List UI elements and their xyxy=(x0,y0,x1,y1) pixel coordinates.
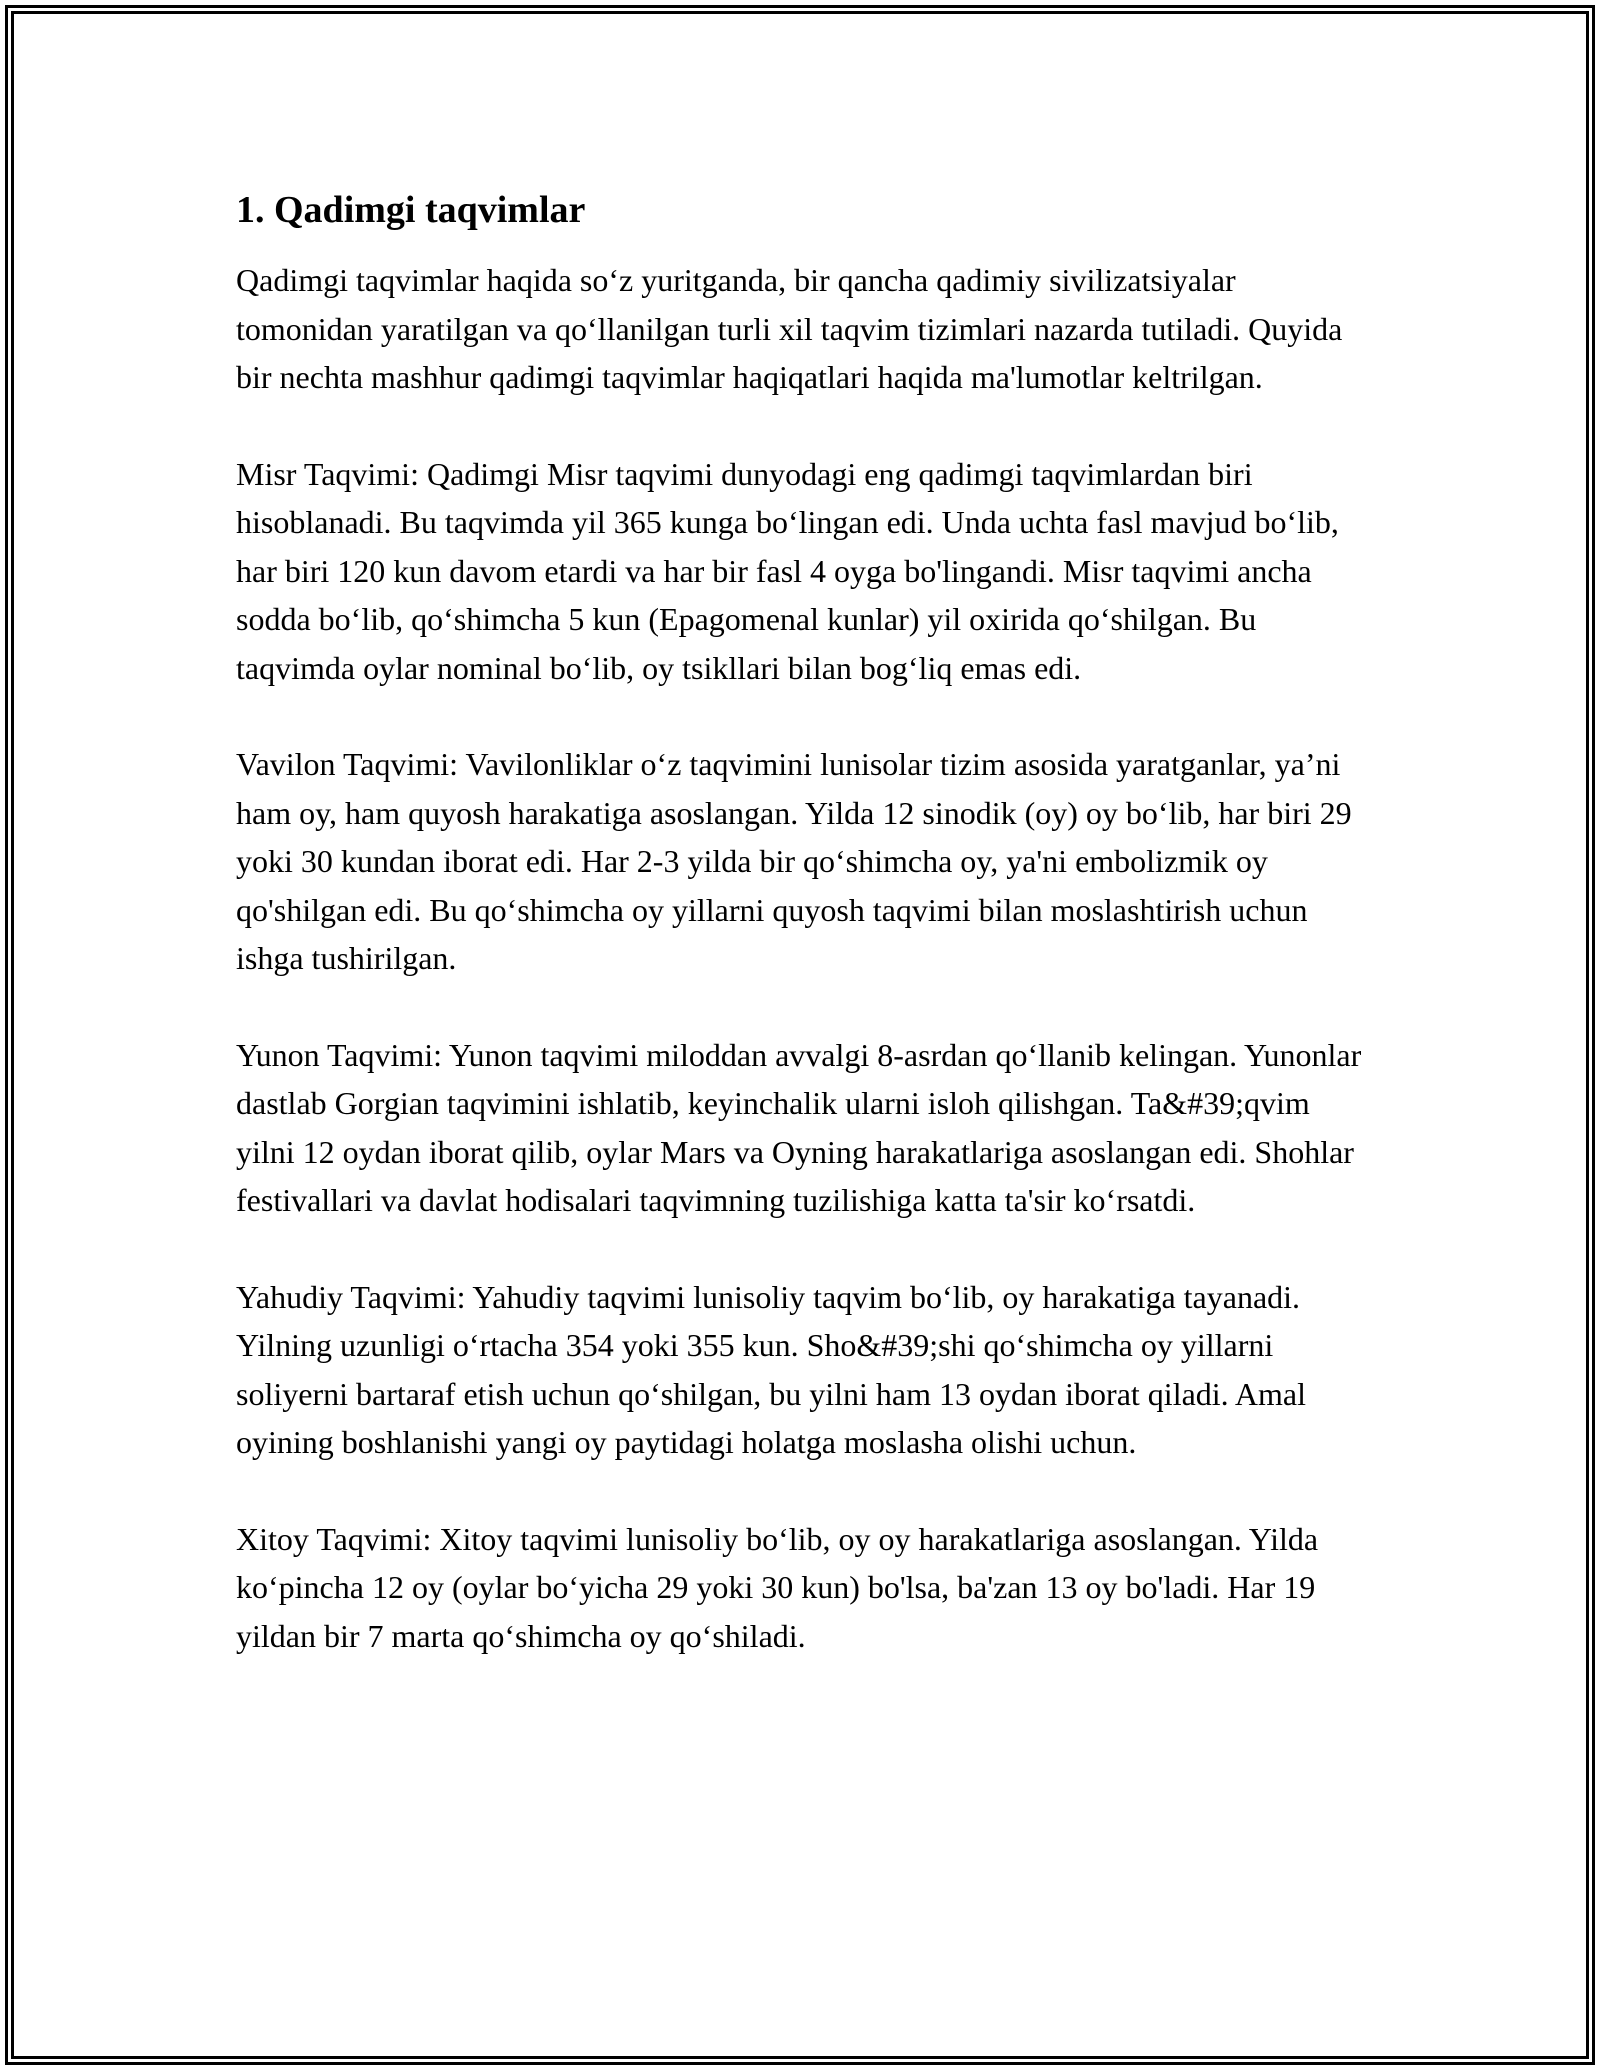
paragraph-intro: Qadimgi taqvimlar haqida so‘z yuritganda, bir qancha qadimiy sivilizatsiyalar tomonidan yaratilgan va qo‘llanilgan turli xil taqvim tizimlari nazarda tutiladi. Quyida bir nechta mashhur qadimgi taqvimlar haqiqatlari haqida ma'lumotlar keltrilgan. xyxy=(236,262,1343,395)
paragraph-babylonian-calendar: Vavilon Taqvimi: Vavilonliklar o‘z taqvimini lunisolar tizim asosida yaratganlar, ya’ni ham oy, ham quyosh harakatiga asoslangan. Yilda 12 sinodik (oy) oy bo‘lib, har biri 29 yoki 30 kundan iborat edi. Har 2-3 yilda bir qo‘shimcha oy, ya'ni embolizmik oy qo'shilgan edi. Bu qo‘shimcha oy yillarni quyosh taqvimi bilan moslashtirish uchun ishga tushirilgan. xyxy=(236,746,1352,976)
document-body xyxy=(236,186,1376,1660)
paragraph-jewish-calendar: Yahudiy Taqvimi: Yahudiy taqvimi lunisoliy taqvim bo‘lib, oy harakatiga tayanadi. Yilning uzunligi o‘rtacha 354 yoki 355 kun. Sho&#39;shi qo‘shimcha oy yillarni soliyerni bartaraf etish uchun qo‘shilgan, bu yilni ham 13 oydan iborat qiladi. Amal oyining boshlanishi yangi oy paytidagi holatga moslasha olishi uchun. xyxy=(236,1278,1306,1460)
section-heading: 1. Qadimgi taqvimlar xyxy=(236,189,586,231)
paragraph-greek-calendar: Yunon Taqvimi: Yunon taqvimi miloddan avvalgi 8-asrdan qo‘llanib kelingan. Yunonlar dastlab Gorgian taqvimini ishlatib, keyinchalik ularni isloh qilishgan. Ta&#39;qvim yilni 12 oydan iborat qilib, oylar Mars va Oyning harakatlariga asoslangan edi. Shohlar festivallari va davlat hodisalari taqvimning tuzilishiga katta ta'sir ko‘rsatdi. xyxy=(236,1036,1362,1218)
paragraph-chinese-calendar: Xitoy Taqvimi: Xitoy taqvimi lunisoliy bo‘lib, oy oy harakatlariga asoslangan. Yilda ko‘pincha 12 oy (oylar bo‘yicha 29 yoki 30 kun) bo'lsa, ba'zan 13 oy bo'ladi. Har 19 yildan bir 7 marta qo‘shimcha oy qo‘shiladi. xyxy=(236,1520,1319,1654)
paragraph-egyptian-calendar: Misr Taqvimi: Qadimgi Misr taqvimi dunyodagi eng qadimgi taqvimlardan biri hisoblanadi. Bu taqvimda yil 365 kunga bo‘lingan edi. Unda uchta fasl mavjud bo‘lib, har biri 120 kun davom etardi va har bir fasl 4 oyga bo'lingandi. Misr taqvimi ancha sodda bo‘lib, qo‘shimcha 5 kun (Epagomenal kunlar) yil oxirida qo‘shilgan. Bu taqvimda oylar nominal bo‘lib, oy tsikllari bilan bog‘liq emas edi. xyxy=(236,455,1339,686)
